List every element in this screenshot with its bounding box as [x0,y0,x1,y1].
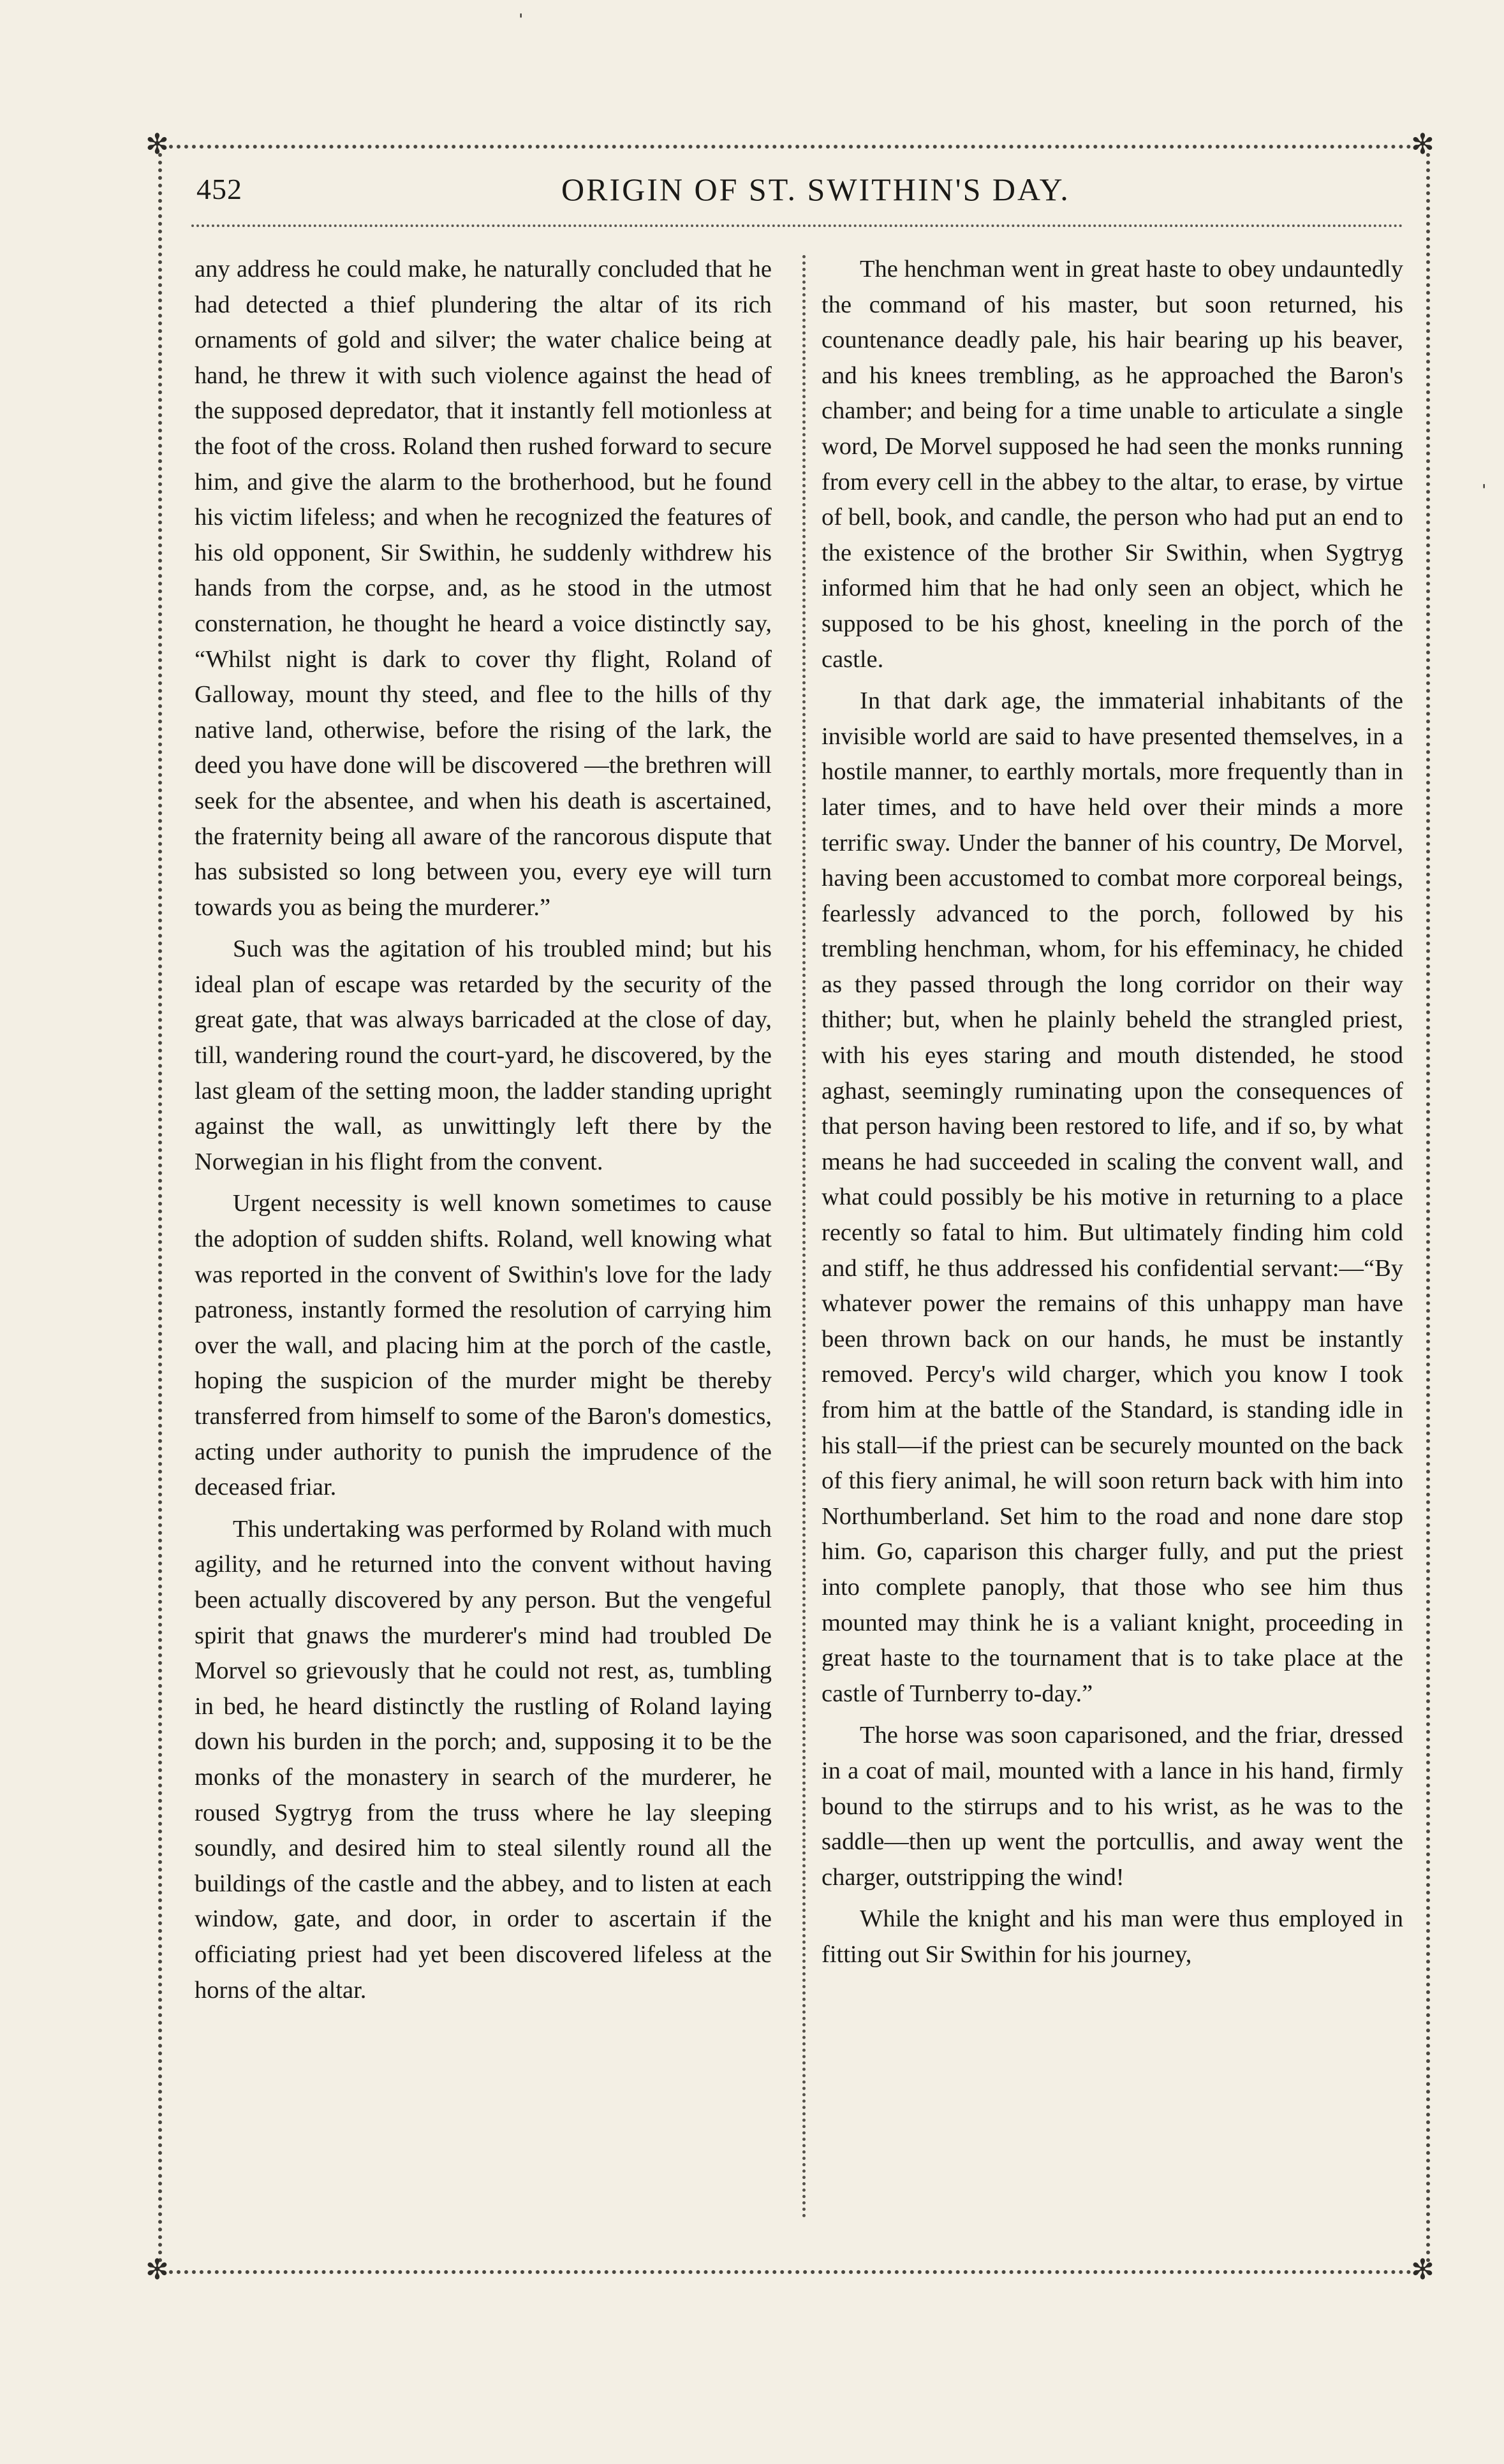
header-border-rule [191,224,1403,227]
bottom-border-rule [169,2270,1419,2274]
right-border-rule [1426,153,1430,2264]
paragraph: Such was the agitation of his troubled mind; but his ideal plan of escape was retarded by the security of the great gate, that was always barricaded at the close of day, till, wandering round the court-yard, he discovered, by the last gleam of the setting moon, the ladder standing upright against the wall, as unwittingly left there by the Norwegian in his flight from the convent. [195,935,772,1175]
paragraph: In that dark age, the immaterial inhabitants of the invisible world are said to have presented themselves, in a hostile manner, to earthly mortals, more frequently than in later times, and to have held over their minds a more terrific sway. Under the banner of his country, De Morvel, having been accustomed to combat more corporeal beings, fearlessly advanced to the porch, followed by his trembling henchman, whom, for his effeminacy, he chided as they passed through the long corridor on their way thither; but, when he plainly beheld the strangled priest, with his eyes staring and mouth distended, he stood aghast, seemingly ruminating upon the consequences of that person having been restored to life, and if so, by what means he had succeeded in scaling the convent wall, and what could possibly be his motive in returning to a place recently so fatal to him. But ultimately finding him cold and stiff, he thus addressed his confidential servant:—“By whatever power the remains of this unhappy man have been thrown back on our hands, he must be instantly removed. Percy's wild charger, which you know I took from him at the battle of the Standard, is standing idle in his stall—if the priest can be securely mounted on the back of this fiery animal, he will soon return back with him into Northumberland. Set him to the road and none dare stop him. Go, caparison this charger fully, and put the priest into complete panoply, that those who see him thus mounted may think he is a valiant knight, proceeding in great haste to the tournament that is to take place at the castle of Turnberry to-day.” [822,687,1403,1707]
paragraph: While the knight and his man were thus employed in fitting out Sir Swithin for his journey, [822,1905,1403,1968]
paragraph: any address he could make, he naturally concluded that he had detected a thief plundering the altar of its rich ornaments of gold and silver; the water chalice being at hand, he threw it with such violence against the head of the supposed depredator, that it instantly fell motionless at the foot of the cross. Roland then rushed forward to secure him, and give the alarm to the brotherhood, but he found his victim lifeless; and when he recognized the features of his old opponent, Sir Swithin, he suddenly withdrew his hands from the corpse, and, as he stood in the utmost consternation, he thought he heard a voice distinctly say, “Whilst night is dark to cover thy flight, Roland of Galloway, mount thy steed, and flee to the hills of thy native land, otherwise, before the rising of the lark, the deed you have done will be discovered —the brethren will seek for the absentee, and when his death is ascertained, the fraternity being all aware of the rancorous dispute that has subsisted so long between you, every eye will turn towards you as being the murderer.” [195,256,772,921]
paragraph: This undertaking was performed by Roland with much agility, and he returned into the convent without having been actually discovered by any person. But the vengeful spirit that gnaws the murderer's mind had troubled De Morvel so grievously that he could not rest, as, tumbling in bed, he heard distinctly the rustling of Roland laying down his burden in the porch; and, supposing it to be the monks of the monastery in search of the murderer, he roused Sygtryg from the truss where he lay sleeping soundly, and desired him to steal silently round all the buildings of the castle and the abbey, and to listen at each window, gate, and door, in order to ascertain if the officiating priest had yet been discovered lifeless at the horns of the altar. [195,1515,772,2004]
left-border-rule [158,153,162,2264]
top-border-rule [169,145,1419,149]
running-title: ORIGIN OF ST. SWITHIN'S DAY. [561,172,1070,207]
stray-mark-icon: ˈ [1480,479,1489,508]
paragraph: The horse was soon caparisoned, and the friar, dressed in a coat of mail, mounted with a lance in his hand, firmly bound to the stirrups and to his wrist, as he was to the saddle—then up went the portcullis, and away went the charger, outstripping the wind! [822,1722,1403,1891]
corner-ornament-icon: ✻ [1411,2254,1434,2286]
page-number: 452 [196,173,242,205]
paragraph: The henchman went in great haste to obey undauntedly the command of his master, but soon returned, his countenance deadly pale, his hair bearing up his beaver, and his knees trembling, as he approached the Baron's chamber; and being for a time unable to articulate a single word, De Morvel supposed he had seen the monks running from every cell in the abbey to the altar, to erase, by virtue of bell, book, and candle, the person who had put an end to the existence of the brother Sir Swithin, when Sygtryg informed him that he had only seen an object, which he supposed to be his ghost, kneeling in the porch of the castle. [822,256,1403,673]
corner-ornament-icon: ✻ [145,2254,169,2286]
column-divider-rule [802,255,806,2219]
right-text-column [822,252,1403,1973]
paragraph: Urgent necessity is well known sometimes to cause the adoption of sudden shifts. Roland, well knowing what was reported in the convent of Swithin's love for the lady patroness, instantly formed the resolution of carrying him over the wall, and placing him at the porch of the castle, hoping the suspicion of the murder might be thereby transferred from himself to some of the Baron's domestics, acting under authority to punish the imprudence of the deceased friar. [195,1190,772,1501]
stray-mark-icon: ˈ [517,8,526,37]
left-text-column [195,252,772,2008]
corner-ornament-icon: ✻ [145,128,169,161]
corner-ornament-icon: ✻ [1411,128,1434,161]
